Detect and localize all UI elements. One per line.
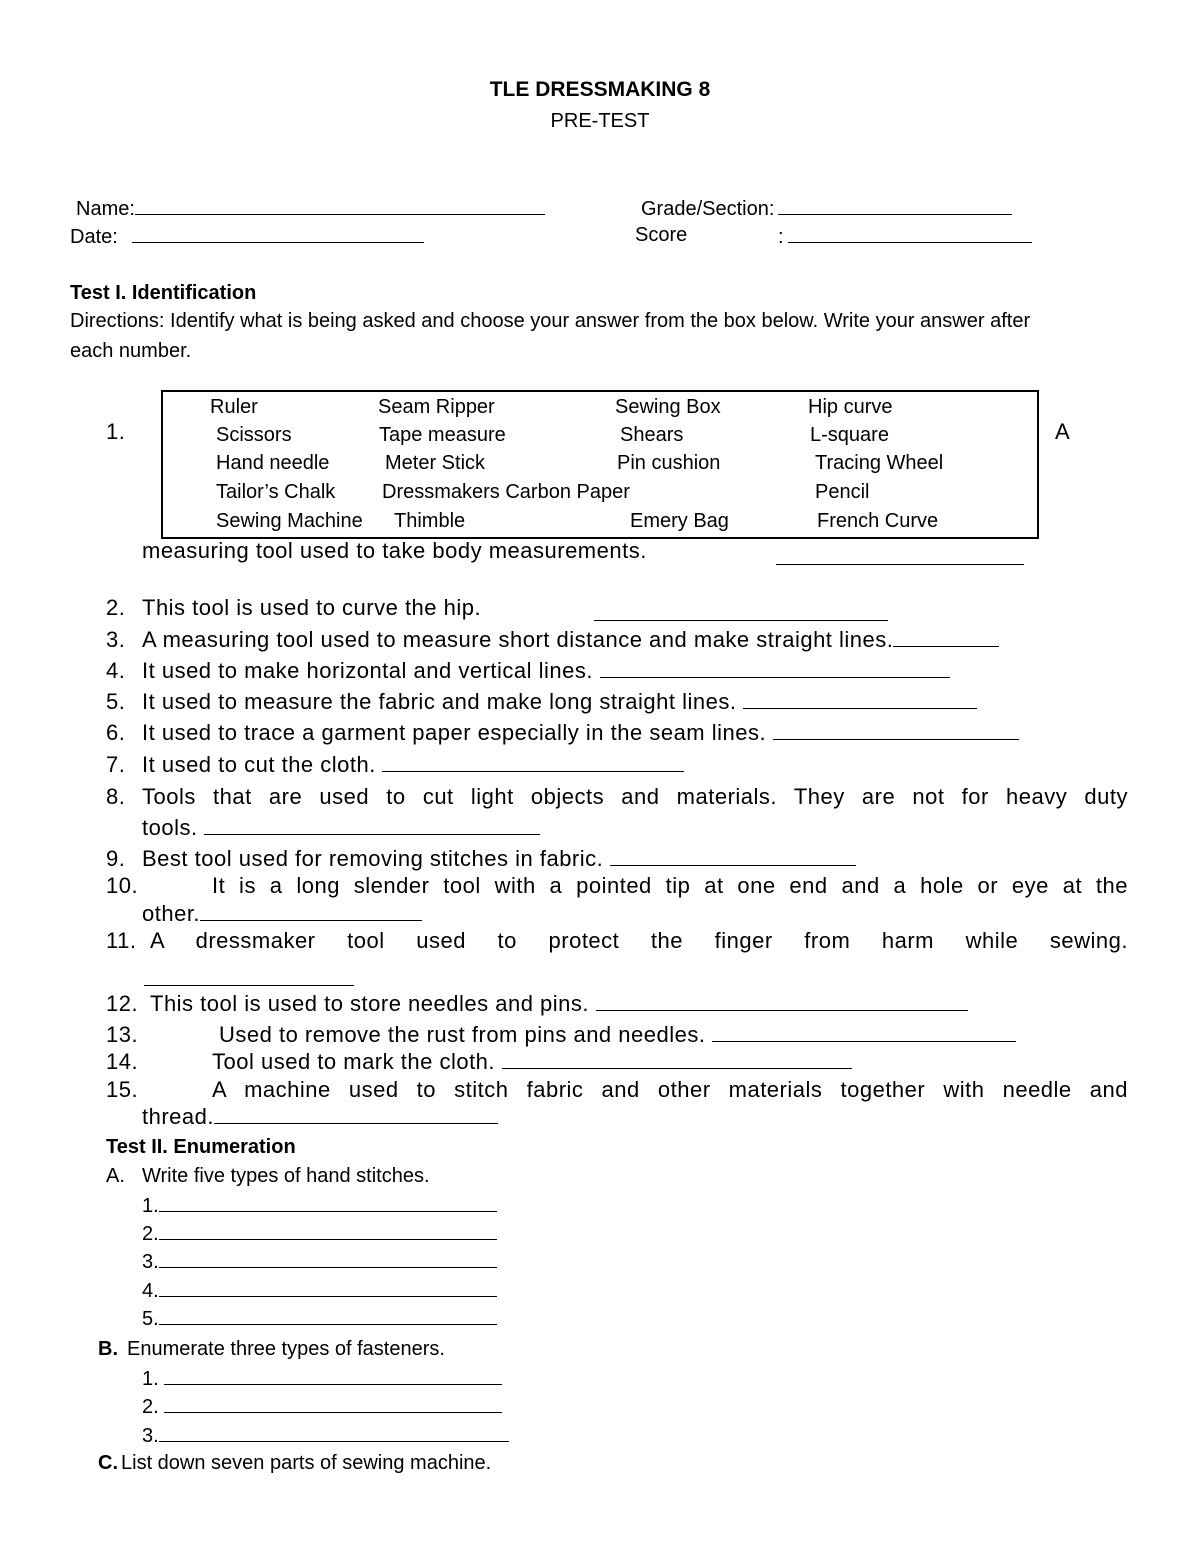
part-b-blank-1[interactable] (164, 1366, 502, 1385)
choice-emery-bag: Emery Bag (630, 510, 729, 532)
part-a-blank-1[interactable] (159, 1193, 497, 1212)
q12-text: This tool is used to store needles and pins. (150, 991, 968, 1017)
q15-number: 15. (106, 1077, 139, 1102)
score-blank[interactable] (788, 224, 1032, 243)
q1-answer-blank[interactable] (776, 546, 1024, 565)
q12-answer-blank[interactable] (596, 992, 968, 1011)
q5-number: 5. (106, 689, 126, 714)
q3-answer-blank[interactable] (893, 628, 999, 647)
page-title: TLE DRESSMAKING 8 (489, 78, 711, 101)
part-a-item-2: 2. (142, 1221, 497, 1246)
test1-heading: Test I. Identification (70, 282, 257, 304)
q6-answer-blank[interactable] (773, 721, 1019, 740)
part-a-blank-2[interactable] (159, 1221, 497, 1240)
choice-hip-curve: Hip curve (808, 396, 893, 418)
q5-text: It used to measure the fabric and make long straight lines. (142, 689, 977, 715)
q4-number: 4. (106, 658, 126, 683)
choice-sewing-box: Sewing Box (615, 396, 721, 418)
answer-choice-box (161, 390, 1039, 539)
name-label: Name: (76, 198, 135, 220)
choice-scissors: Scissors (216, 424, 292, 446)
q9-text: Best tool used for removing stitches in fabric. (142, 846, 856, 872)
test2-heading: Test II. Enumeration (106, 1136, 296, 1158)
part-a-label: A. (106, 1165, 125, 1187)
q8-text-line2: tools. (142, 815, 540, 841)
test1-directions-line1: Directions: Identify what is being asked and choose your answer from the box below. Write your answer after (70, 310, 1031, 332)
q8-text-line1: Tools that are used to cut light objects and materials. They are not for heavy duty (142, 784, 1128, 809)
q9-number: 9. (106, 846, 126, 871)
part-a-blank-5[interactable] (159, 1306, 497, 1325)
date-field (70, 224, 424, 249)
q7-text: It used to cut the cloth. (142, 752, 684, 778)
part-b-item-1: 1. (142, 1366, 502, 1391)
q13-answer-blank[interactable] (712, 1023, 1016, 1042)
q13-number: 13. (106, 1022, 139, 1047)
grade-field (641, 196, 1012, 221)
q1-start: A (1055, 419, 1071, 444)
q6-number: 6. (106, 720, 126, 745)
q1-number: 1. (106, 419, 126, 444)
q4-text: It used to make horizontal and vertical lines. (142, 658, 950, 684)
q4-answer-blank[interactable] (600, 659, 950, 678)
choice-shears: Shears (620, 424, 684, 446)
q15-text-line2: thread. (142, 1104, 498, 1130)
part-b-blank-2[interactable] (164, 1394, 502, 1413)
q10-text-line1: It is a long slender tool with a pointed tip at one end and a hole or eye at the (212, 873, 1128, 898)
q10-answer-blank[interactable] (200, 902, 422, 921)
name-blank[interactable] (135, 196, 545, 215)
test1-directions-line2: each number. (70, 340, 192, 362)
q10-text-line2: other. (142, 901, 422, 927)
q12-number: 12. (106, 991, 139, 1016)
part-b-item-3: 3. (142, 1423, 509, 1448)
grade-label: Grade/Section: (641, 198, 775, 220)
score-colon: : (778, 226, 784, 248)
choice-ruler: Ruler (210, 396, 258, 418)
choice-l-square: L-square (810, 424, 889, 446)
choice-pencil: Pencil (815, 481, 870, 503)
q7-answer-blank[interactable] (382, 753, 684, 772)
choice-sewing-machine: Sewing Machine (216, 510, 363, 532)
part-b-blank-3[interactable] (159, 1423, 509, 1442)
q2-number: 2. (106, 595, 126, 620)
date-blank[interactable] (132, 224, 424, 243)
q11-text: A dressmaker tool used to protect the finger from harm while sewing. (150, 928, 1128, 953)
part-b-item-2: 2. (142, 1394, 502, 1419)
q14-answer-blank[interactable] (502, 1050, 852, 1069)
choice-tailors-chalk: Tailor’s Chalk (216, 481, 336, 503)
q15-answer-blank[interactable] (214, 1105, 498, 1124)
choice-seam-ripper: Seam Ripper (378, 396, 495, 418)
choice-tape-measure: Tape measure (379, 424, 506, 446)
part-a-item-5: 5. (142, 1306, 497, 1331)
q8-answer-blank[interactable] (204, 816, 540, 835)
part-b-text: Enumerate three types of fasteners. (127, 1338, 445, 1360)
choice-meter-stick: Meter Stick (385, 452, 486, 474)
q6-text: It used to trace a garment paper especially in the seam lines. (142, 720, 1019, 746)
choice-carbon-paper: Dressmakers Carbon Paper (382, 481, 630, 503)
date-label: Date: (70, 226, 118, 248)
q3-number: 3. (106, 627, 126, 652)
q11-number: 11. (106, 928, 137, 953)
choice-tracing-wheel: Tracing Wheel (815, 452, 944, 474)
q2-answer-blank[interactable] (594, 602, 888, 621)
q5-answer-blank[interactable] (743, 690, 977, 709)
q10-number: 10. (106, 873, 139, 898)
page-subtitle: PRE-TEST (550, 110, 650, 132)
score-field (635, 224, 687, 247)
q2-text: This tool is used to curve the hip. (142, 595, 482, 620)
q8-number: 8. (106, 784, 126, 809)
part-a-blank-3[interactable] (159, 1249, 497, 1268)
part-b-label: B. (98, 1338, 118, 1360)
choice-hand-needle: Hand needle (216, 452, 330, 474)
q13-text: Used to remove the rust from pins and needles. (219, 1022, 1016, 1048)
score-colon-field (778, 224, 1032, 249)
q14-number: 14. (106, 1049, 139, 1074)
part-a-item-3: 3. (142, 1249, 497, 1274)
part-a-blank-4[interactable] (159, 1278, 497, 1297)
part-a-text: Write five types of hand stitches. (142, 1165, 430, 1187)
q14-text: Tool used to mark the cloth. (212, 1049, 852, 1075)
choice-thimble: Thimble (394, 510, 466, 532)
q7-number: 7. (106, 752, 126, 777)
q15-text-line1: A machine used to stitch fabric and other materials together with needle and (212, 1077, 1128, 1102)
choice-french-curve: French Curve (817, 510, 939, 532)
part-c-label: C. (98, 1452, 118, 1474)
part-a-item-1: 1. (142, 1193, 497, 1218)
part-a-item-4: 4. (142, 1278, 497, 1303)
grade-blank[interactable] (778, 196, 1012, 215)
q9-answer-blank[interactable] (610, 847, 856, 866)
q1-text: measuring tool used to take body measurements. (142, 538, 647, 563)
q3-text: A measuring tool used to measure short distance and make straight lines. (142, 627, 999, 653)
part-c-text: List down seven parts of sewing machine. (121, 1452, 492, 1474)
choice-pin-cushion: Pin cushion (617, 452, 721, 474)
name-field (76, 196, 545, 221)
score-label: Score (635, 224, 688, 246)
q11-answer-blank[interactable] (144, 967, 354, 986)
